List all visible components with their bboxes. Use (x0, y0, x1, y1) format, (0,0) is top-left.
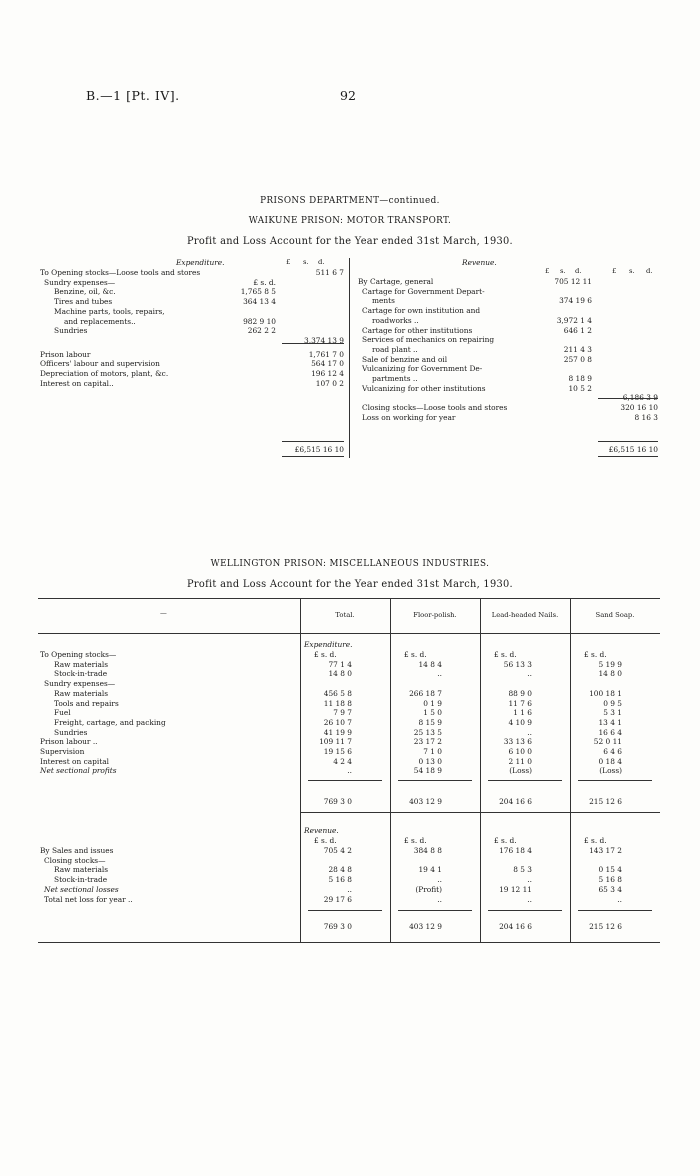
rev-cell: 384 8 8 (413, 846, 442, 855)
exp-cell: 8 15 9 (418, 717, 442, 727)
rev-row-label: Closing stocks— (44, 855, 106, 865)
rev-currency2-s: s. (629, 267, 635, 275)
exp-row-label: Sundries (54, 727, 88, 737)
exp-cell: .. (437, 669, 442, 679)
expense-label: Machine parts, tools, repairs, (54, 306, 165, 316)
exp-row-label: Fuel (54, 708, 71, 718)
exp-sum-rule (578, 780, 652, 781)
revenue-label: Sale of benzine and oil (362, 354, 448, 364)
rev-cell: .. (347, 884, 352, 894)
expense-value: 511 6 7 (315, 268, 344, 277)
exp-sum-rule (308, 780, 382, 781)
rev-cell: 28 4 8 (328, 865, 352, 875)
revenue-heading: Revenue. (462, 258, 497, 267)
column-header: Total. (335, 611, 355, 619)
exp-cell: 11 18 8 (323, 698, 352, 708)
exp-cell: .. (527, 727, 532, 737)
column-header: Floor-polish. (413, 611, 457, 619)
exp-cell: 19 15 6 (323, 747, 352, 756)
expense-value: 1,761 7 0 (308, 349, 344, 359)
rev-row-label: By Sales and issues (40, 846, 114, 855)
exp-cell: (Loss) (509, 766, 532, 776)
revenue-heading: Revenue. (304, 826, 339, 835)
exp-currency-s: s. (303, 258, 309, 266)
currency-header: £ s. d. (494, 836, 517, 845)
column-header: Sand Soap. (595, 611, 635, 619)
exp-cell: 6 4 6 (603, 747, 622, 756)
revenue-value: 8 16 3 (634, 412, 658, 422)
rev-cell: 5 16 8 (598, 875, 622, 885)
rev-cell: .. (617, 894, 622, 904)
stub-header-dash: — (160, 609, 167, 617)
exp-currency-d: d. (318, 258, 325, 266)
exp-cell: 13 4 1 (598, 717, 622, 727)
exp-total-rule (300, 812, 660, 813)
exp-cell: 54 18 9 (413, 766, 442, 776)
exp-cell: 14 8 4 (418, 659, 442, 669)
rev-cell: 19 12 11 (499, 884, 532, 894)
rev-currency-d: d. (575, 267, 582, 275)
rev-currency2-l: £ (612, 267, 617, 275)
exp-cell: 2 11 0 (508, 756, 532, 766)
rev-row-label: Stock-in-trade (54, 875, 108, 885)
revenue-label: Closing stocks—Loose tools and stores (362, 403, 508, 413)
exp-row-label: Tools and repairs (54, 698, 119, 708)
rev-currency-s: s. (560, 267, 566, 275)
exp-sum-rule (398, 780, 472, 781)
exp-total-cell: 403 12 9 (409, 797, 442, 806)
wellington-subtitle: Profit and Loss Account for the Year ended 31st March, 1930. (187, 579, 513, 590)
exp-row-label: Net sectional profits (40, 766, 117, 776)
rev-row-label: Raw materials (54, 865, 109, 875)
revenue-label: Cartage for Government Depart- (362, 286, 485, 296)
exp-total-rule-1 (282, 441, 344, 442)
exp-cell: 11 7 6 (508, 698, 532, 708)
department-title: PRISONS DEPARTMENT—continued. (260, 196, 440, 206)
rev-cell: 8 5 3 (513, 865, 532, 875)
exp-cell: 0 13 0 (418, 756, 442, 766)
exp-cell: 0 9 5 (603, 698, 622, 708)
exp-cell: 56 13 3 (503, 659, 532, 669)
expense-label: Interest on capital.. (40, 378, 114, 388)
currency-header: £ s. d. (404, 836, 427, 845)
rev-cell: 29 17 6 (323, 894, 352, 904)
rev-cell: 65 3 4 (598, 884, 622, 894)
exp-row-label: Sundry expenses— (44, 679, 116, 689)
exp-cell: 5 19 9 (598, 659, 622, 669)
expense-subvalue: 982 9 10 (243, 316, 276, 326)
expense-value: 3,374 13 9 (304, 335, 344, 345)
exp-cell: 1 1 6 (513, 708, 532, 718)
column-header: Lead-headed Nails. (491, 611, 559, 619)
exp-cell: 6 10 0 (508, 747, 532, 756)
revenue-subvalue: 705 12 11 (554, 277, 592, 286)
rev-sum-rule (578, 910, 652, 911)
currency-header: £ s. d. (494, 650, 517, 659)
exp-cell: 7 9 7 (333, 708, 352, 718)
revenue-label: road plant .. (372, 344, 418, 354)
exp-cell: 77 1 4 (328, 659, 352, 669)
currency-header: £ s. d. (584, 650, 607, 659)
rev-cell: 0 15 4 (598, 865, 622, 875)
expense-value: 564 17 0 (311, 359, 344, 369)
expense-subvalue: 364 13 4 (243, 297, 276, 307)
rev-total-rule-2 (598, 456, 658, 457)
revenue-label: Vulcanizing for other institutions (362, 383, 486, 393)
exp-row-label: Freight, cartage, and packing (54, 717, 166, 727)
revenue-subvalue: 646 1 2 (563, 325, 592, 335)
exp-sum-rule (488, 780, 562, 781)
exp-cell: 14 8 0 (598, 669, 622, 679)
exp-row-label: Stock-in-trade (54, 669, 108, 679)
revenue-label: roadworks .. (372, 315, 419, 325)
exp-cell: .. (527, 669, 532, 679)
rev-cell: 5 16 8 (328, 875, 352, 885)
currency-header: £ s. d. (314, 650, 337, 659)
exp-cell: 52 0 11 (593, 737, 622, 747)
exp-cell: 0 1 9 (423, 698, 442, 708)
rev-subtotal-rule (598, 398, 658, 399)
expense-label: and replacements.. (64, 316, 136, 326)
exp-cell: 1 5 0 (423, 708, 442, 718)
exp-cell: 41 19 9 (323, 727, 352, 737)
wellington-title: WELLINGTON PRISON: MISCELLANEOUS INDUSTRIES. (210, 559, 490, 569)
expenditure-heading: Expenditure. (176, 258, 225, 267)
exp-total-cell: 215 12 6 (589, 797, 622, 806)
exp-cell: .. (347, 766, 352, 776)
expense-subvalue: £ s. d. (253, 277, 276, 287)
expenditure-heading: Expenditure. (304, 640, 353, 649)
currency-header: £ s. d. (404, 650, 427, 659)
rev-total-cell: 769 3 0 (323, 922, 352, 931)
waikune-subtitle: Profit and Loss Account for the Year ended 31st March, 1930. (187, 236, 513, 247)
expense-subvalue: 1,765 8 5 (240, 287, 276, 297)
rev-cell: .. (527, 894, 532, 904)
rev-cell: .. (437, 894, 442, 904)
revenue-subvalue: 10 5 2 (568, 383, 592, 393)
exp-cell: 33 13 6 (503, 737, 532, 747)
exp-row-label: Raw materials (54, 688, 109, 698)
exp-row-label: To Opening stocks— (40, 650, 117, 659)
revenue-label: Vulcanizing for Government De- (362, 364, 483, 374)
rev-total-cell: 204 16 6 (499, 922, 532, 931)
revenue-subvalue: 211 4 3 (563, 344, 592, 354)
exp-total-rule-2 (282, 456, 344, 457)
rev-cell: 176 18 4 (499, 846, 532, 855)
rev-cell: .. (527, 875, 532, 885)
exp-row-label: Interest on capital (40, 756, 109, 766)
revenue-subvalue: 8 18 9 (568, 374, 592, 383)
expense-label: Tires and tubes (54, 297, 113, 307)
rev-sum-rule (308, 910, 382, 911)
rev-cell: .. (437, 875, 442, 885)
rev-cell: 143 17 2 (589, 846, 622, 855)
currency-header: £ s. d. (314, 836, 337, 845)
revenue-label: partments .. (372, 374, 418, 383)
rev-total-rule-1 (598, 441, 658, 442)
exp-cell: 5 3 1 (603, 708, 622, 718)
revenue-subvalue: 257 0 8 (563, 354, 592, 364)
revenue-label: Cartage for own institution and (362, 306, 481, 316)
exp-cell: 266 18 7 (409, 688, 442, 698)
exp-cell: 4 2 4 (333, 756, 352, 766)
waikune-title: WAIKUNE PRISON: MOTOR TRANSPORT. (248, 216, 452, 226)
exp-cell: 4 10 9 (508, 717, 532, 727)
revenue-label: Cartage for other institutions (362, 325, 473, 335)
rev-sum-rule (488, 910, 562, 911)
exp-cell: 456 5 8 (323, 688, 352, 698)
exp-cell: 14 8 0 (328, 669, 352, 679)
exp-subtotal-rule (282, 343, 344, 344)
expense-value: 107 0 2 (315, 378, 344, 388)
rev-sum-rule (398, 910, 472, 911)
exp-cell: 25 13 5 (413, 727, 442, 737)
exp-total-cell: 204 16 6 (499, 797, 532, 806)
exp-currency-l: £ (286, 258, 291, 266)
currency-header: £ s. d. (584, 836, 607, 845)
exp-row-label: Raw materials (54, 659, 109, 669)
expense-label: Benzine, oil, &c. (54, 287, 116, 297)
revenue-value: 320 16 10 (620, 403, 658, 413)
expense-label: Officers' labour and supervision (40, 359, 160, 369)
expense-label: To Opening stocks—Loose tools and stores (40, 268, 201, 277)
revenue-total: £6,515 16 10 (608, 445, 658, 454)
revenue-subvalue: 374 19 6 (559, 296, 592, 306)
revenue-label: Loss on working for year (362, 412, 456, 422)
exp-row-label: Prison labour .. (40, 737, 98, 747)
expense-subvalue: 262 2 2 (247, 326, 276, 336)
exp-cell: 16 6 4 (598, 727, 622, 737)
exp-cell: 109 11 7 (319, 737, 352, 747)
rev-row-label: Net sectional losses (44, 884, 119, 894)
page-series-label: B.—1 [Pt. IV]. (86, 88, 180, 103)
revenue-label: Services of mechanics on repairing (362, 335, 495, 345)
revenue-value: 6,186 3 9 (622, 393, 658, 403)
exp-total-cell: 769 3 0 (323, 797, 352, 806)
rev-currency-l: £ (545, 267, 550, 275)
expense-label: Sundry expenses— (44, 277, 116, 287)
expense-value: 196 12 4 (311, 369, 344, 378)
exp-cell: 100 18 1 (589, 688, 622, 698)
rev-total-cell: 215 12 6 (589, 922, 622, 931)
table-bottom-rule (38, 942, 660, 943)
expense-total: £6,515 16 10 (294, 445, 344, 454)
rev-currency2-d: d. (646, 267, 653, 275)
expense-label: Prison labour (40, 349, 91, 359)
revenue-subvalue: 3,972 1 4 (556, 315, 592, 325)
page-number: 92 (340, 88, 356, 103)
expense-label: Depreciation of motors, plant, &c. (40, 369, 169, 378)
column-divider (349, 258, 350, 458)
exp-cell: (Loss) (599, 766, 622, 776)
exp-cell: 23 17 2 (413, 737, 442, 747)
exp-row-label: Supervision (40, 747, 85, 756)
expense-label: Sundries (54, 326, 88, 336)
rev-cell: (Profit) (415, 884, 442, 894)
rev-cell: 705 4 2 (323, 846, 352, 855)
revenue-label: ments (372, 296, 395, 306)
exp-cell: 7 1 0 (423, 747, 442, 756)
exp-cell: 88 9 0 (508, 688, 532, 698)
rev-total-cell: 403 12 9 (409, 922, 442, 931)
exp-cell: 26 10 7 (323, 717, 352, 727)
table-header-rule (38, 633, 660, 634)
revenue-label: By Cartage, general (358, 277, 434, 286)
rev-cell: 19 4 1 (418, 865, 442, 875)
exp-cell: 0 18 4 (598, 756, 622, 766)
table-top-rule (38, 598, 660, 599)
rev-row-label: Total net loss for year .. (44, 894, 133, 904)
